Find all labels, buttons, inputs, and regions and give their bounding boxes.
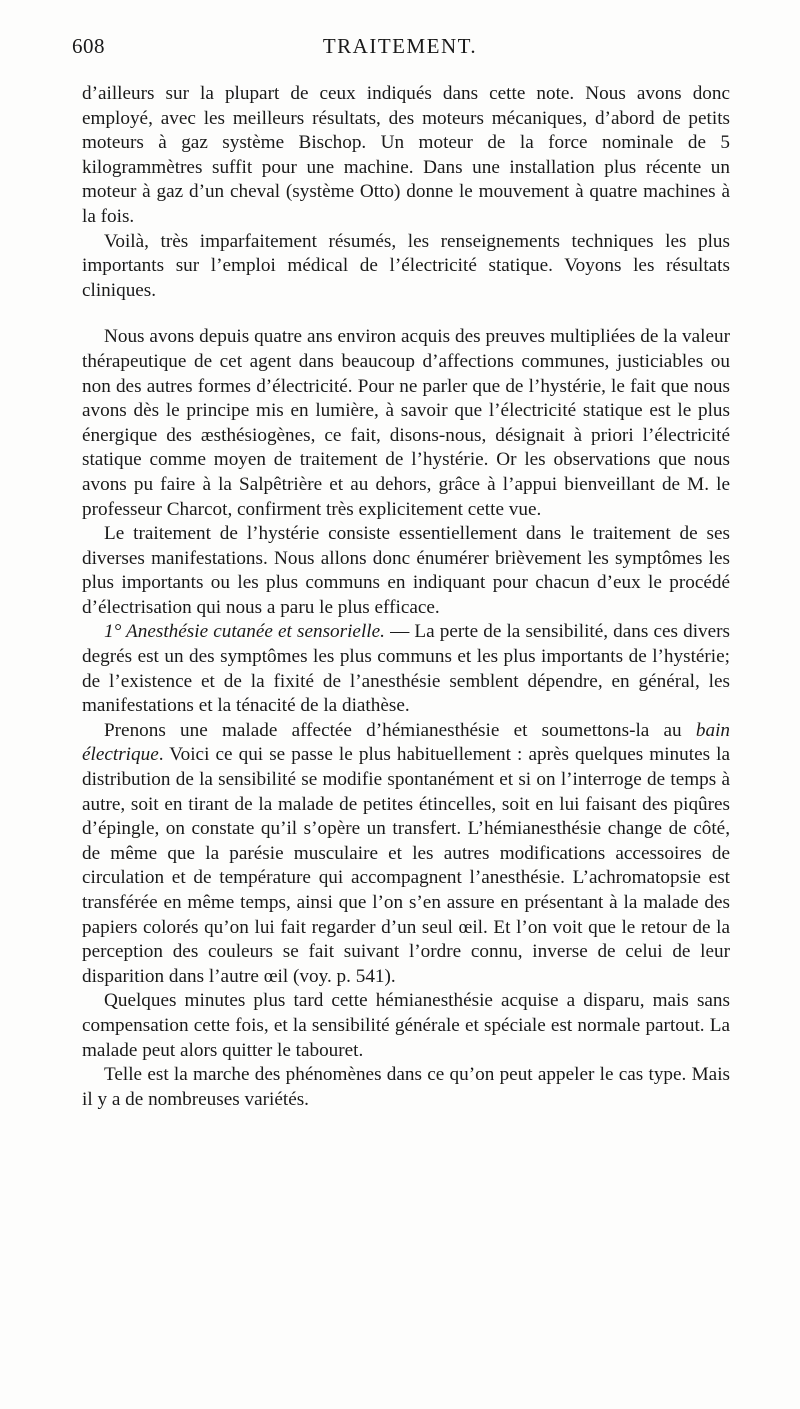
paragraph-disappearance: Quelques minutes plus tard cette hémianesthésie acquise a disparu, mais sans compensation cette fois, et la sensibilité générale et spéciale est normale partout. La malade peut alors quitter le tabouret. [82,990,730,1061]
running-title: TRAITEMENT. [322,34,478,58]
paragraph-varieties: Telle est la marche des phénomènes dans ce qu’on peut appeler le cas type. Mais il y a de nombreuses variétés. [82,1064,730,1110]
term-electric-bath: bain électrique [82,719,730,766]
body-text [82,82,730,1112]
paragraph-clinical-results: Nous avons depuis quatre ans environ acquis des preuves multipliées de la valeur thérapeutique de cet agent dans beaucoup d’affections communes, justiciables ou non des autres formes d’électricité. Pour ne parler que de l’hystérie, le fait que nous avons dès le principe mis en lumière, à savoir que l’électricité statique est le plus énergique des æsthésiogènes, ce fait, disons-nous, désignait à priori l’électricité statique comme moyen de traitement de l’hystérie. Or les observations que nous avons pu faire à la Salpêtrière et au dehors, grâce à l’appui bienveillant de M. le professeur Charcot, confirment très explicitement cette vue. [82,326,730,520]
paragraph-summary: Voilà, très imparfaitement résumés, les renseignements techniques les plus importants sur l’emploi médical de l’électricité statique. Voyons les résultats cliniques. [82,230,730,301]
paragraph-anesthesia-text: — La perte de la sensibilité, dans ces divers degrés est un des symptômes les plus communs et les plus importants de l’hystérie; de l’existence et de la fixité de l’anesthésie semblent dépendre, en général, les manifestations et la ténacité de la diathèse. [82,621,730,717]
paragraph-treatment: Le traitement de l’hystérie consiste essentiellement dans le traitement de ses diverses manifestations. Nous allons donc énumérer brièvement les symptômes les plus importants ou les plus communs en indiquant pour chacun d’eux le procédé d’électrisation qui nous a paru le plus efficace. [82,523,730,618]
paragraph-electric-bath [82,719,730,990]
paragraph-electric-bath-intro: Prenons une malade affectée d’hémianesthésie et soumettons-la au [104,719,696,741]
page-header [72,34,728,68]
paragraph-anesthesia [82,620,730,718]
page-number: 608 [72,34,105,58]
paragraph-motors: d’ailleurs sur la plupart de ceux indiqués dans cette note. Nous avons donc employé, avec les meilleurs résultats, des moteurs mécaniques, d’abord de petits moteurs à gaz système Bischop. Un moteur de la force nominale de 5 kilogrammètres suffit pour une machine. Dans une installation plus récente un moteur à gaz d’un cheval (système Otto) donne le mouvement à quatre machines à la fois. [82,83,730,227]
section-heading-anesthesia: 1° Anesthésie cutanée et sensorielle. [104,621,385,643]
paragraph-electric-bath-text: . Voici ce qui se passe le plus habituellement : après quelques minutes la distribution de la sensibilité se modifie spontanément et si on l’interroge de temps à autre, soit en tirant de la malade de petites étincelles, soit en lui faisant des piqûres d’épingle, on constate qu’il s’opère un transfert. L’hémianesthésie change de côté, de même que la parésie musculaire et les autres modifications accessoires de circulation et de température qui accompagnent l’anesthésie. L’achromatopsie est transférée en même temps, ainsi que l’on s’en assure en présentant à la malade des papiers colorés qu’on lui fait regarder d’un seul œil. Et l’on voit que le retour de la perception des couleurs se fait suivant l’ordre connu, inverse de celui de leur disparition dans l’autre œil (voy. p. 541). [82,744,730,987]
